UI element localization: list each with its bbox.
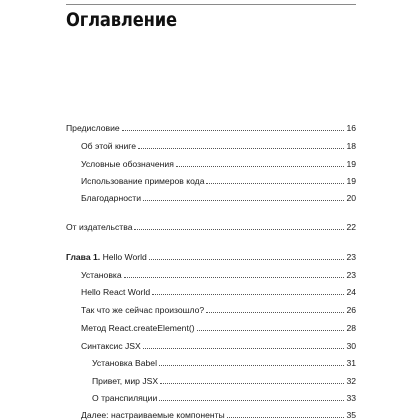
toc-entry[interactable]: [66, 119, 356, 133]
dot-leader: [143, 200, 344, 201]
toc-entry-label: Далее: настраиваемые компоненты: [81, 410, 225, 420]
toc-entry[interactable]: [92, 354, 356, 368]
toc-entry-label: Условные обозначения: [81, 159, 174, 169]
toc-entry-page: 30: [346, 341, 356, 351]
dot-leader: [122, 130, 344, 131]
toc-entry-label: Предисловие: [66, 123, 120, 133]
toc-entry-label: Синтаксис JSX: [81, 341, 141, 351]
dot-leader: [138, 148, 344, 149]
toc-entry[interactable]: [92, 389, 356, 403]
toc-entry-page: 23: [346, 270, 356, 280]
dot-leader: [143, 348, 344, 349]
dot-leader: [160, 383, 344, 384]
toc-entry[interactable]: [81, 155, 356, 169]
toc-entry-label: [66, 252, 148, 262]
toc-entry-label: Благодарности: [81, 193, 142, 203]
toc-entry-page: 26: [346, 305, 356, 315]
toc-entry-page: 35: [346, 410, 356, 420]
chapter-title: Hello World: [102, 252, 147, 262]
dot-leader: [227, 417, 344, 418]
toc-entry[interactable]: [92, 372, 356, 386]
toc-entry[interactable]: [81, 319, 356, 333]
toc-entry-page: 23: [346, 252, 356, 262]
toc-chapter-entry[interactable]: [66, 248, 356, 262]
dot-leader: [149, 259, 344, 260]
toc-entry-label: От издательства: [66, 222, 133, 232]
toc-entry-label: Установка Babel: [92, 358, 157, 368]
toc-entry-label: Hello React World: [81, 287, 151, 297]
toc-entry[interactable]: [81, 406, 356, 420]
toc-entry-page: 28: [346, 323, 356, 333]
toc-entry-page: 19: [346, 176, 356, 186]
dot-leader: [152, 294, 344, 295]
toc-entry[interactable]: [81, 266, 356, 280]
dot-leader: [124, 277, 344, 278]
toc-entry-label: Так что же сейчас произошло?: [81, 305, 205, 315]
dot-leader: [159, 400, 344, 401]
toc-entry-page: 24: [346, 287, 356, 297]
dot-leader: [176, 166, 344, 167]
toc-entry-page: 22: [346, 222, 356, 232]
dot-leader: [134, 229, 344, 230]
dot-leader: [159, 365, 344, 366]
toc-entry-page: 16: [346, 123, 356, 133]
toc-entry-label: О транспиляции: [92, 393, 158, 403]
toc-entry-label: Об этой книге: [81, 141, 137, 151]
toc-entry[interactable]: [81, 337, 356, 351]
toc-entry[interactable]: [81, 172, 356, 186]
toc-entry[interactable]: [66, 218, 356, 232]
toc-entry-page: 32: [346, 376, 356, 386]
chapter-number: Глава 1.: [66, 252, 101, 262]
toc-entry[interactable]: [81, 301, 356, 315]
dot-leader: [206, 183, 344, 184]
toc-entry-label: Использование примеров кода: [81, 176, 205, 186]
toc-entry-label: Установка: [81, 270, 122, 280]
toc-entry-page: 18: [346, 141, 356, 151]
toc-entry-page: 20: [346, 193, 356, 203]
toc-entry-page: 33: [346, 393, 356, 403]
dot-leader: [206, 312, 344, 313]
toc-entry[interactable]: [81, 189, 356, 203]
toc-entry[interactable]: [81, 283, 356, 297]
page-title: Оглавление: [66, 9, 177, 31]
toc-entry-page: 19: [346, 159, 356, 169]
dot-leader: [197, 330, 344, 331]
toc-entry-label: Метод React.createElement(): [81, 323, 195, 333]
toc-entry-page: 31: [346, 358, 356, 368]
toc-entry[interactable]: [81, 137, 356, 151]
toc-entry-label: Привет, мир JSX: [92, 376, 159, 386]
